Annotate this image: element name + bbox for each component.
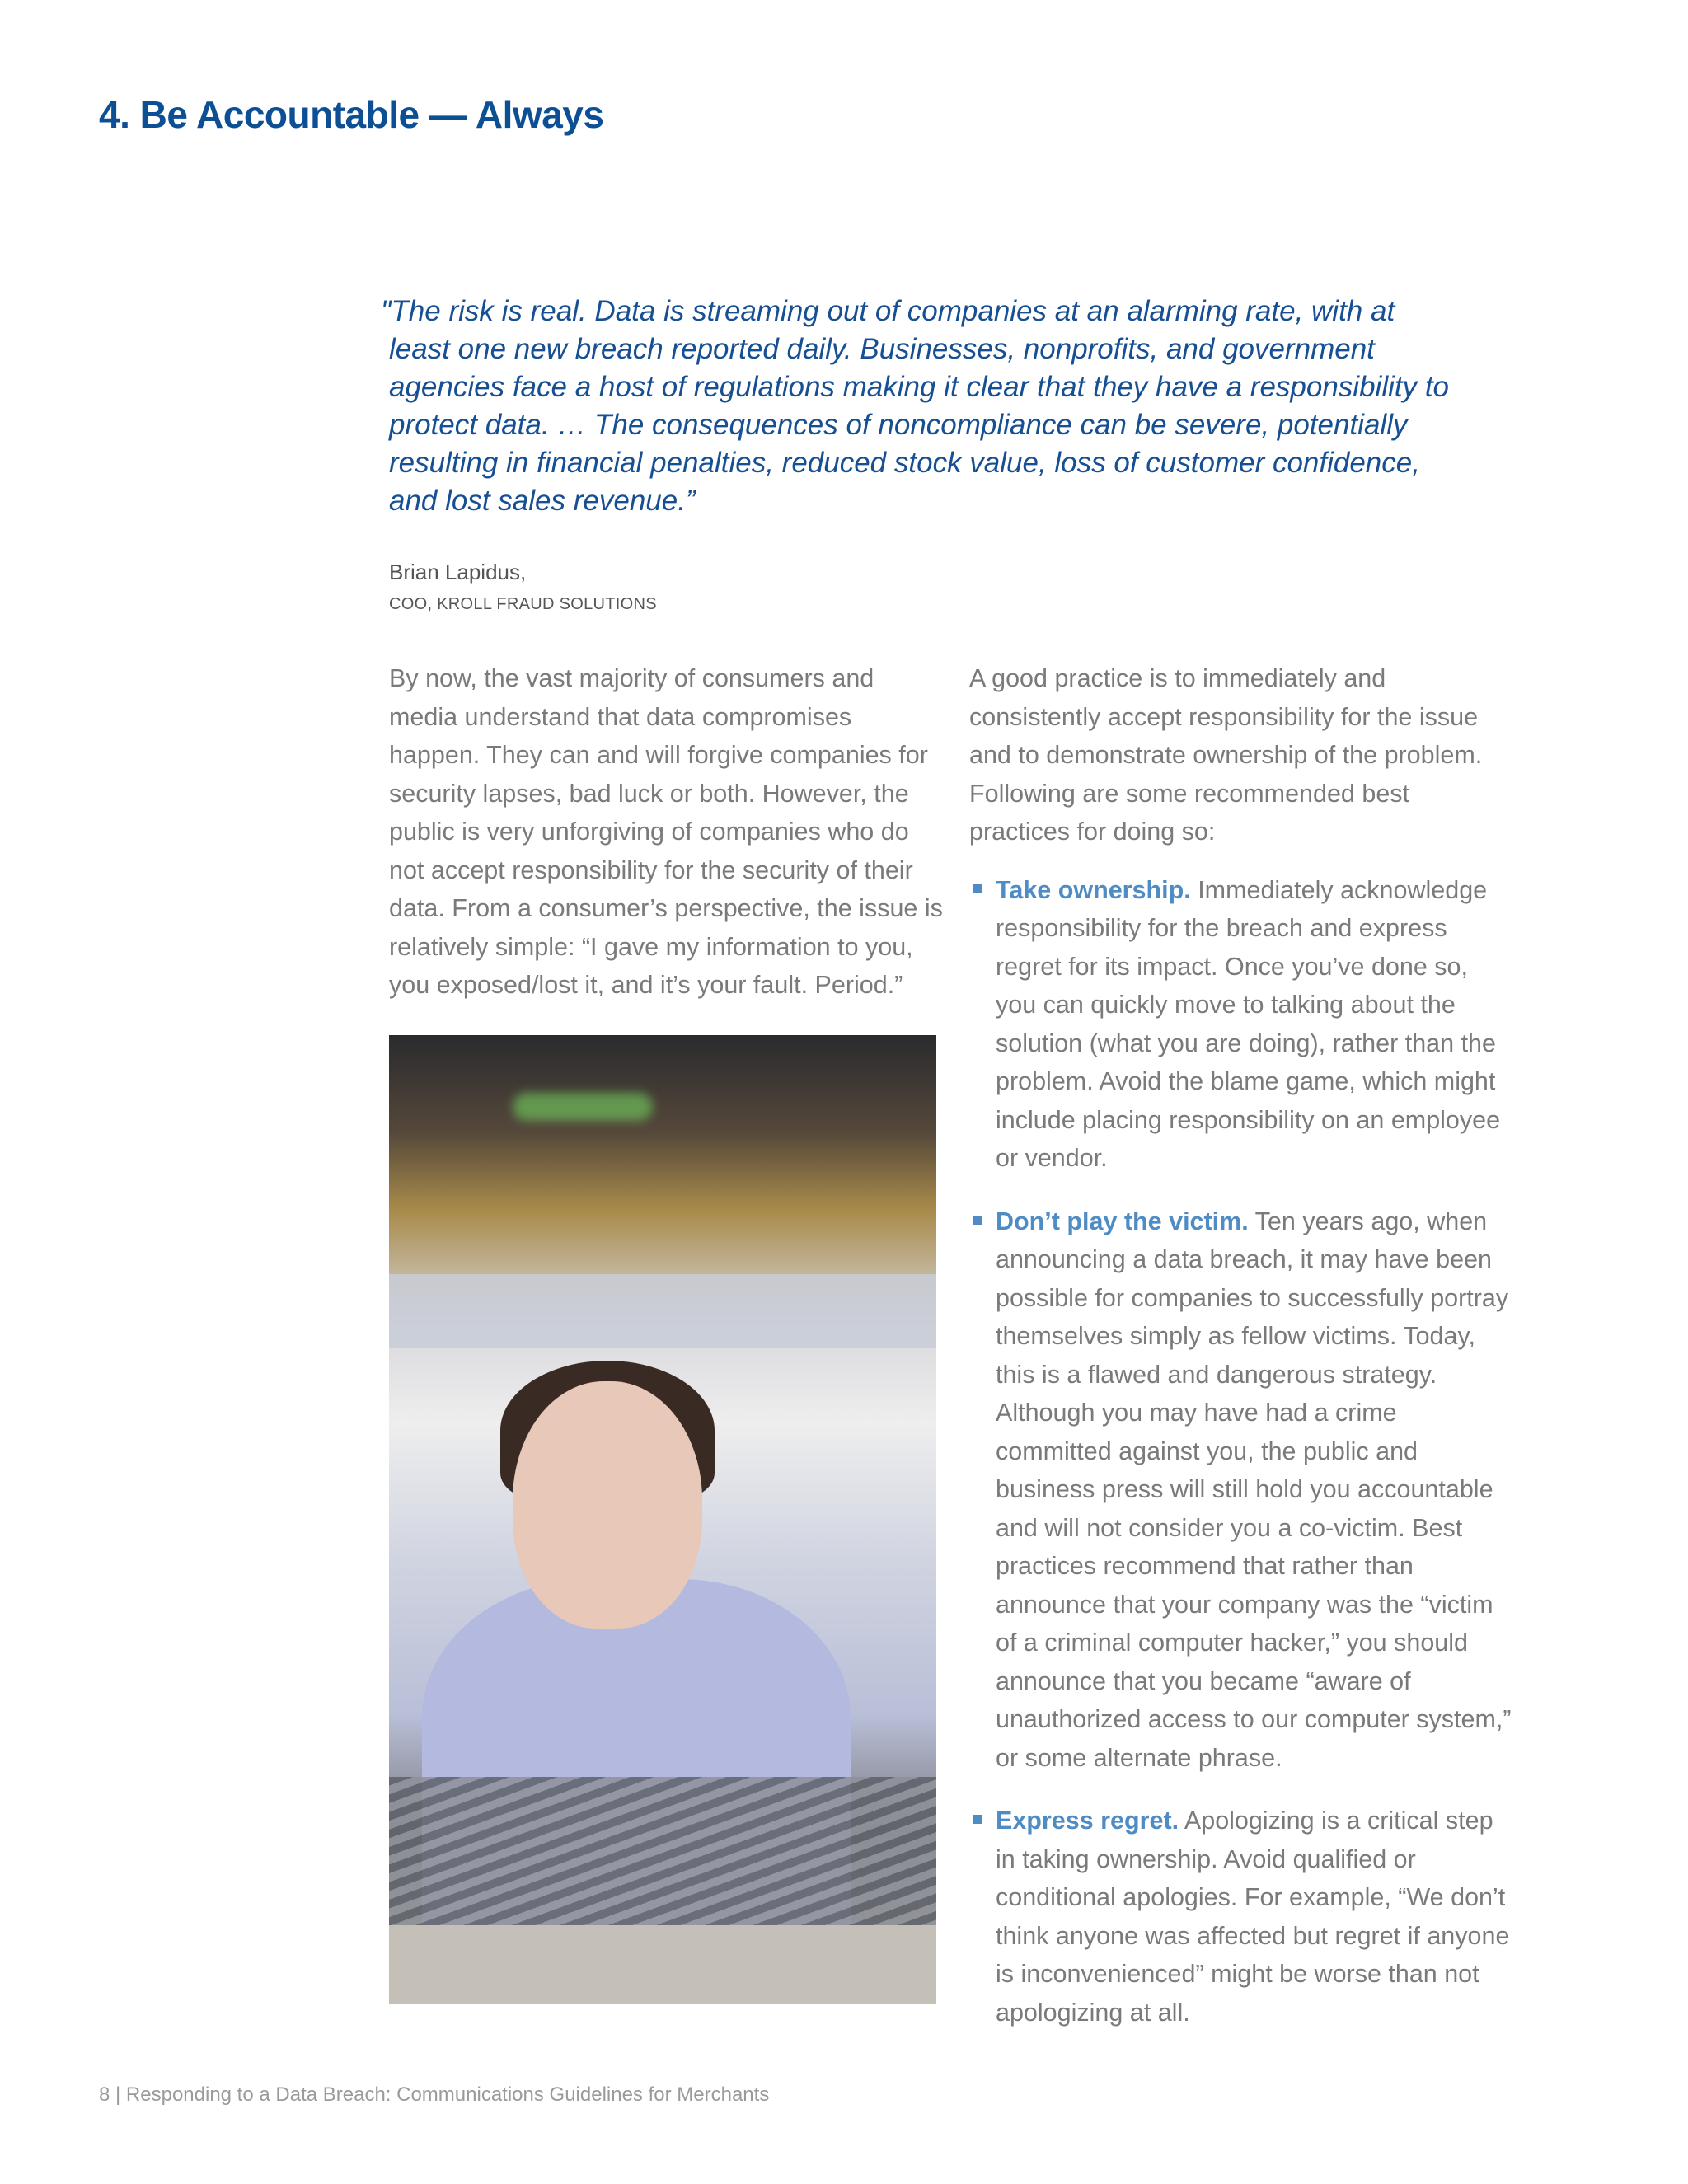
photo-shelf bbox=[389, 1274, 936, 1348]
photo-led-lights bbox=[513, 1093, 653, 1121]
left-column bbox=[389, 659, 945, 1005]
quote-text: "The risk is real. Data is streaming out of companies at an alarming rate, with at least one new breach reported daily. Businesses, nonprofits, and government agencies face a host of regulations making it clear that they have a responsibility to protect data. … The consequences of noncompliance can be severe, potentially resulting in financial penalties, reduced stock value, loss of customer confidence, and lost sales revenue.” bbox=[381, 295, 1450, 517]
bullet-lead: Don’t play the victim. bbox=[996, 1207, 1249, 1235]
photo-cables bbox=[389, 1777, 936, 1942]
body-paragraph: By now, the vast majority of consumers and media understand that data compromises happen. They can and will forgive companies for security lapses, bad luck or both. However, the public is very unforgiving of companies who do not accept responsibility for the security of their data. From a consumer’s perspective, the issue is relatively simple: “I gave my information to you, you exposed/lost it, and it’s your fault. Period.” bbox=[389, 664, 943, 999]
intro-paragraph: A good practice is to immediately and consistently accept responsibility for the issue and to demonstrate ownership of the problem. Following are some recommended best practices for doing so: bbox=[969, 664, 1483, 846]
bullet-text: Ten years ago, when announcing a data breach, it may have been possible for companies to successfully portray themselves simply as fellow victims. Today, this is a flawed and dangerous strategy. Although you may have had a crime committed against you, the public and business press will still hold you accountable and will not consider you a co-victim. Best practices recommend that rather than announce that your company was the “victim of a criminal computer hacker,” you should announce that you became “aware of unauthorized access to our computer system,” or some alternate phrase. bbox=[996, 1207, 1512, 1772]
bullet-text: Apologizing is a critical step in taking ownership. Avoid qualified or conditional apologies. For example, “We don’t think anyone was affected but regret if anyone is inconvenienced” might be worse than not apologizing at all. bbox=[996, 1807, 1510, 2027]
photo-woman-server-cables bbox=[389, 1035, 936, 2004]
page-heading: 4. Be Accountable — Always bbox=[99, 93, 604, 136]
page-footer: 8 | Responding to a Data Breach: Communications Guidelines for Merchants bbox=[99, 2083, 770, 2106]
bullet-square-icon bbox=[973, 1216, 982, 1225]
right-column bbox=[969, 659, 1513, 2056]
best-practices-list bbox=[969, 871, 1513, 2032]
pull-quote bbox=[381, 293, 1461, 614]
list-item bbox=[969, 1202, 1513, 1778]
bullet-lead: Express regret. bbox=[996, 1807, 1179, 1835]
bullet-text: Immediately acknowledge responsibility for the breach and express regret for its impact. Once you’ve done so, you can quickly move to talking about the solution (what you are doing), rather than the problem. Avoid the blame game, which might include placing responsibility on an employee or vendor. bbox=[996, 875, 1501, 1172]
quote-author: Brian Lapidus, bbox=[389, 560, 527, 584]
list-item bbox=[969, 1802, 1513, 2032]
photo-box bbox=[389, 1925, 936, 2004]
bullet-lead: Take ownership. bbox=[996, 875, 1191, 904]
list-item bbox=[969, 871, 1513, 1178]
bullet-square-icon bbox=[973, 884, 982, 893]
bullet-square-icon bbox=[973, 1815, 982, 1824]
photo-face bbox=[513, 1381, 702, 1629]
quote-author-title: COO, KROLL FRAUD SOLUTIONS bbox=[389, 595, 657, 613]
